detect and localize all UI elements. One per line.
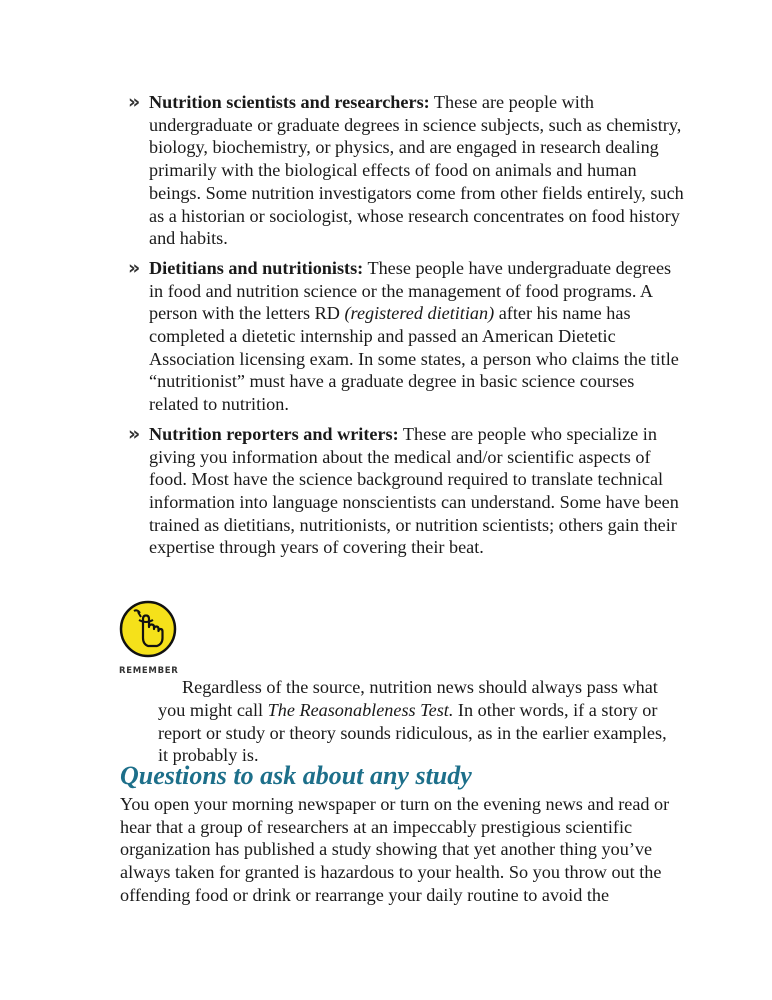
bullet-text: These are people who specialize in giving you information about the medical and/or scientific aspects of food. Most have the science background required to translate technical information into language nonscientists can understand. Some have been trained as dietitians, nutritionists, or nutrition scientists; others gain their expertise through years of covering their beat. <box>149 423 679 558</box>
bullet-text-italic: (registered dietitian) <box>344 303 495 324</box>
bullet-text: These are people with undergraduate or graduate degrees in science subjects, such as chemistry, biology, biochemistry, or physics, and are engaged in research dealing primarily with the biological effects of food on animals and human beings. Some nutrition investigators come from other fields entirely, such as a historian or sociologist, whose research concentrates on food history and habits. <box>149 92 684 249</box>
bullet-term: Nutrition scientists and researchers: <box>149 92 430 112</box>
list-item <box>128 423 688 559</box>
remember-finger-icon <box>119 600 177 658</box>
bullet-marker-icon: » <box>128 256 141 279</box>
list-item <box>128 257 688 416</box>
body-paragraph: You open your morning newspaper or turn on the evening news and read or hear that a group of researchers at an impeccably prestigious scientific organization has published a study showing that yet another thing you’ve always taken for granted is hazardous to your health. So you throw out the offending food or drink or rearrange your daily routine to avoid the <box>120 794 670 905</box>
bullet-text: These people have undergraduate degrees in food and nutrition science or the management of food programs. A person with the letters RD <box>149 257 672 324</box>
bullet-marker-icon: » <box>128 422 141 445</box>
bullet-term: Dietitians and nutritionists: <box>149 257 364 278</box>
list-item <box>128 91 688 250</box>
bullet-list <box>128 91 688 566</box>
remember-text: In other words, if a story or report or study or theory sounds ridiculous, as in the earlier examples, it probably is. <box>158 699 667 766</box>
bullet-text: after his name has completed a dietetic internship and passed an American Dietetic Association licensing exam. In some states, a person who claims the title “nutritionist” must have a graduate degree in basic science courses related to nutrition. <box>149 303 679 415</box>
remember-paragraph <box>158 676 678 767</box>
section-heading: Questions to ask about any study <box>120 761 472 790</box>
remember-label: REMEMBER <box>119 666 179 676</box>
bullet-marker-icon: » <box>128 91 141 113</box>
remember-text-italic: The Reasonableness Test. <box>267 699 454 720</box>
remember-text: Regardless of the source, nutrition news should always pass what you might call <box>158 677 658 720</box>
bullet-term: Nutrition reporters and writers: <box>149 423 399 444</box>
